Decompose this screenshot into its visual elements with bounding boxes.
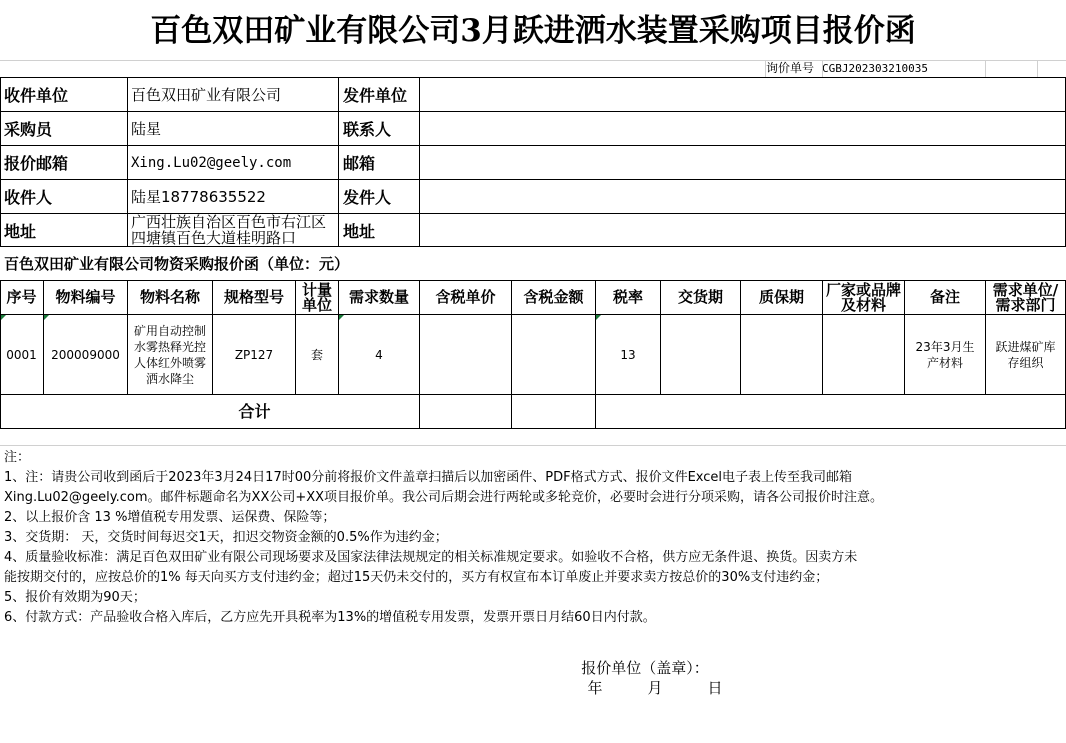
col-header-remarks: 备注	[929, 288, 960, 306]
table-cell-unit: 套	[310, 347, 323, 362]
buyer-label: 采购员	[4, 120, 53, 139]
col-header-amount: 含税金额	[523, 288, 584, 306]
email-label: 邮箱	[343, 154, 376, 173]
grid-line	[822, 60, 823, 77]
grid-line	[765, 60, 766, 77]
contact-label: 联系人	[343, 120, 392, 139]
table-cell-quantity: 4	[375, 348, 383, 362]
cell-marker-icon	[1, 315, 6, 320]
table-cell-warranty[interactable]	[741, 315, 822, 394]
cell-marker-icon	[596, 315, 601, 320]
recv-unit-label: 收件单位	[4, 86, 69, 105]
email-value[interactable]	[420, 146, 1064, 179]
total-amount[interactable]	[512, 395, 595, 428]
table-cell-delivery[interactable]	[661, 315, 740, 394]
table-cell-amount[interactable]	[512, 315, 595, 394]
note-line: 注：	[4, 450, 31, 465]
address2-value[interactable]	[420, 214, 1064, 246]
sender-label: 发件人	[343, 188, 392, 207]
table-cell-unit-price[interactable]	[420, 315, 511, 394]
quote-email-label: 报价邮箱	[4, 154, 69, 173]
signature-date-label: 年 月 日	[587, 679, 723, 697]
cell-marker-icon	[44, 315, 49, 320]
buyer-value: 陆星	[131, 120, 162, 138]
address-value: 广西壮族自治区百色市右江区四塘镇百色大道桂明路口	[131, 214, 327, 246]
col-header-quantity: 需求数量	[348, 288, 409, 306]
note-line: 6、付款方式：产品验收合格入库后，乙方应先开具税率为13%的增值税专用发票，发票开票日月结60日内付款。	[4, 610, 656, 625]
col-header-demand-dept: 需求单位/需求部门	[992, 281, 1059, 314]
col-header-delivery: 交货期	[677, 288, 723, 306]
table-cell-material-code: 200009000	[51, 347, 120, 362]
note-line: 能按期交付的，应按总价的1% 每天向买方支付违约金；超过15天仍未交付的，买方有权宣布本订单废止并要求卖方按总价的30%支付违约金；	[4, 570, 829, 585]
grid-line	[1037, 60, 1038, 77]
col-header-seq: 序号	[6, 288, 37, 306]
sender-value[interactable]	[420, 180, 1064, 213]
receiver-value: 陆星18778635522	[131, 188, 266, 206]
quote-email-value: Xing.Lu02@geely.com	[131, 154, 292, 171]
signature-unit-label: 报价单位（盖章）：	[581, 659, 709, 677]
table-cell-tax-rate: 13	[620, 347, 636, 362]
col-header-spec: 规格型号	[223, 288, 284, 306]
table-cell-brand[interactable]	[823, 315, 904, 394]
send-unit-value[interactable]	[420, 78, 1064, 111]
notes-block	[4, 448, 1064, 628]
col-header-material-code: 物料编号	[55, 288, 116, 306]
col-header-tax-rate: 税率	[612, 288, 643, 306]
col-header-material-name: 物料名称	[139, 288, 200, 306]
col-header-unit-price: 含税单价	[435, 288, 496, 306]
grid-line	[0, 445, 1066, 446]
note-line: 5、报价有效期为90天；	[4, 590, 146, 605]
col-header-unit: 计量单位	[301, 281, 332, 314]
send-unit-label: 发件单位	[343, 86, 408, 105]
note-line: 4、质量验收标准：满足百色双田矿业有限公司现场要求及国家法律法规规定的相关标准规定要求。如验收不合格，供方应无条件退、换货。因卖方未	[4, 550, 858, 565]
address2-label: 地址	[343, 221, 376, 241]
contact-value[interactable]	[420, 112, 1064, 145]
inquiry-no-value: CGBJ202303210035	[822, 62, 928, 75]
table-cell-demand-dept: 跃进煤矿库存组织	[995, 339, 1056, 370]
note-line: 2、以上报价含 13 %增值税专用发票、运保费、保险等；	[4, 510, 336, 525]
document-title: 百色双田矿业有限公司3月跃进洒水装置采购项目报价函	[150, 13, 916, 49]
grid-line	[985, 60, 986, 77]
total-label: 合计	[238, 402, 271, 421]
note-line: 3、交货期： 天，交货时间每迟交1天，扣迟交物资金额的0.5%作为违约金；	[4, 530, 448, 545]
col-header-warranty: 质保期	[758, 288, 804, 306]
border	[0, 428, 1066, 429]
address-label: 地址	[4, 221, 37, 241]
inquiry-no-label: 询价单号	[766, 61, 815, 75]
section-title: 百色双田矿业有限公司物资采购报价函（单位：元）	[4, 255, 350, 273]
note-line: Xing.Lu02@geely.com。邮件标题命名为XX公司+XX项目报价单。我公司后期会进行两轮或多轮竞价，必要时会进行分项采购，请各公司报价时注意。	[4, 490, 884, 505]
col-header-brand: 厂家或品牌及材料	[825, 281, 901, 314]
table-cell-spec: ZP127	[234, 347, 274, 362]
recv-unit-value: 百色双田矿业有限公司	[131, 86, 282, 104]
table-cell-seq: 0001	[6, 347, 37, 362]
table-cell-remarks: 23年3月生产材料	[915, 339, 975, 370]
note-line: 1、注：请贵公司收到函后于2023年3月24日17时00分前将报价文件盖章扫描后以加密函件、PDF格式方式、报价文件Excel电子表上传至我司邮箱	[4, 470, 853, 485]
table-cell-material-name: 矿用自动控制水雾热释光控人体红外喷雾洒水降尘	[133, 323, 206, 386]
cell-marker-icon	[339, 315, 344, 320]
receiver-label: 收件人	[4, 188, 53, 207]
grid-line	[0, 60, 1066, 61]
